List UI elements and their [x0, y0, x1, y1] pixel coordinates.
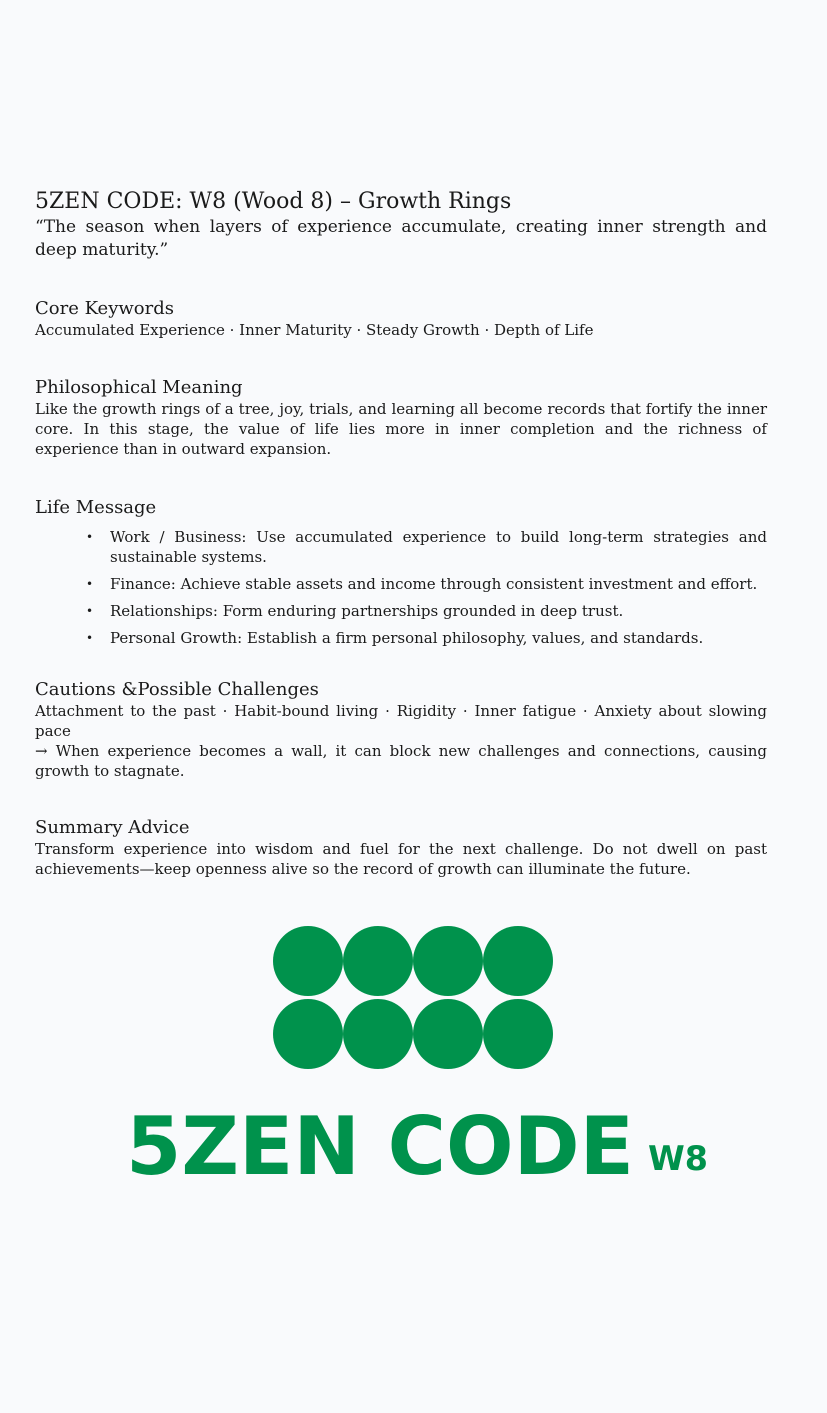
- section-heading: Summary Advice: [35, 817, 190, 838]
- section-philosophical-meaning: [35, 377, 767, 459]
- philosophy-text: Like the growth rings of a tree, joy, trials, and learning all become records that fortify the inner core. In this stage, the value of life lies more in inner completion and the richness of experience than in outward expansion.: [35, 400, 767, 458]
- list-item: • Work / Business: Use accumulated experience to build long-term strategies and sustainable systems.: [110, 527, 767, 567]
- section-summary-advice: [35, 817, 767, 879]
- logo-dot: [343, 999, 413, 1069]
- cautions-consequence: → When experience becomes a wall, it can block new challenges and connections, causing growth to stagnate.: [35, 742, 767, 780]
- logo-dot: [413, 926, 483, 996]
- logo-dot-grid: [272, 925, 554, 1070]
- page-title: 5ZEN CODE: W8 (Wood 8) – Growth Rings: [35, 189, 512, 214]
- logo-dot: [273, 999, 343, 1069]
- logo-wordmark-text: 5ZEN CODE: [126, 1100, 634, 1188]
- section-heading: Life Message: [35, 497, 157, 518]
- list-item: • Relationships: Form enduring partnerships grounded in deep trust.: [110, 601, 767, 621]
- section-heading: Philosophical Meaning: [35, 377, 243, 398]
- cautions-text: Attachment to the past · Habit-bound living · Rigidity · Inner fatigue · Anxiety about slowing pace: [35, 702, 767, 740]
- section-core-keywords: [35, 298, 767, 340]
- section-heading: Cautions &Possible Challenges: [35, 679, 319, 700]
- logo-dot: [483, 926, 553, 996]
- logo-code-text: W8: [648, 1139, 708, 1179]
- logo-dot: [413, 999, 483, 1069]
- logo-dot: [483, 999, 553, 1069]
- section-cautions: [35, 679, 767, 781]
- list-item: • Personal Growth: Establish a firm personal philosophy, values, and standards.: [110, 628, 767, 648]
- logo-dot: [273, 926, 343, 996]
- summary-text: Transform experience into wisdom and fuel for the next challenge. Do not dwell on past achievements—keep openness alive so the record of growth can illuminate the future.: [35, 840, 767, 878]
- life-message-list: [35, 527, 767, 648]
- tagline-quote: “The season when layers of experience accumulate, creating inner strength and deep maturity.”: [35, 217, 767, 260]
- logo-dot: [343, 926, 413, 996]
- section-heading: Core Keywords: [35, 298, 174, 319]
- document-body: [35, 188, 767, 879]
- keywords-text: Accumulated Experience · Inner Maturity · Steady Growth · Depth of Life: [35, 321, 594, 339]
- list-item: • Finance: Achieve stable assets and income through consistent investment and effort.: [110, 574, 767, 594]
- logo-wordmark: [126, 1098, 726, 1188]
- section-life-message: [35, 497, 767, 648]
